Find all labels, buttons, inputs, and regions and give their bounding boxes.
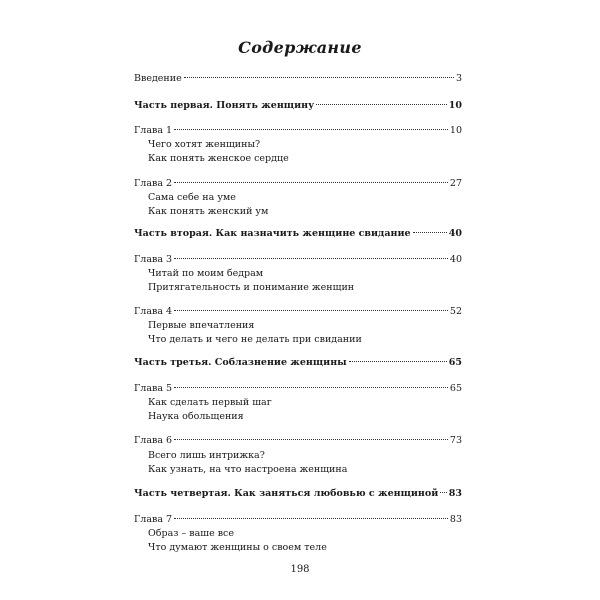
dot-leader [174, 518, 448, 519]
dot-leader [440, 492, 447, 493]
toc-part-page: 83 [448, 488, 462, 499]
toc-chapter-6[interactable] [134, 433, 462, 449]
toc-chapter-label: Глава 5 [134, 383, 173, 394]
dot-leader [349, 361, 447, 362]
toc-subsection[interactable]: Что думают женщины о своем теле [148, 542, 327, 553]
dot-leader [174, 258, 448, 259]
toc-subsection[interactable]: Как узнать, на что настроена женщина [148, 464, 348, 475]
toc-chapter-5[interactable] [134, 381, 462, 397]
toc-subsection[interactable]: Как понять женский ум [148, 206, 269, 217]
toc-chapter-4[interactable] [134, 304, 462, 320]
dot-leader [174, 182, 448, 183]
dot-leader [174, 387, 448, 388]
toc-chapter-label: Глава 3 [134, 254, 173, 265]
toc-chapter-page: 27 [449, 178, 462, 189]
toc-part-3[interactable] [134, 355, 462, 371]
toc-subsection[interactable]: Притягательность и понимание женщин [148, 282, 355, 293]
toc-chapter-2[interactable] [134, 176, 462, 192]
toc-chapter-page: 10 [449, 125, 462, 136]
dot-leader [316, 104, 447, 105]
dot-leader [174, 310, 448, 311]
toc-subsection[interactable]: Чего хотят женщины? [148, 139, 261, 150]
toc-part-4[interactable] [134, 486, 462, 502]
page-title: Содержание [238, 38, 362, 57]
toc-part-label: Часть третья. Соблазнение женщины [134, 357, 347, 368]
toc-chapter-page: 83 [449, 514, 462, 525]
toc-chapter-label: Глава 6 [134, 435, 173, 446]
toc-chapter-page: 52 [449, 306, 462, 317]
toc-chapter-label: Глава 1 [134, 125, 173, 136]
toc-subsection[interactable]: Как сделать первый шаг [148, 397, 272, 408]
toc-chapter-page: 40 [449, 254, 462, 265]
toc-chapter-7[interactable] [134, 512, 462, 528]
toc-subsection[interactable]: Как понять женское сердце [148, 153, 289, 164]
toc-subsection[interactable]: Сама себе на уме [148, 192, 236, 203]
toc-part-page: 10 [448, 100, 462, 111]
dot-leader [184, 77, 454, 78]
toc-part-page: 40 [448, 228, 462, 239]
toc-subsection[interactable]: Образ – ваше все [148, 528, 235, 539]
toc-part-label: Часть четвертая. Как заняться любовью с женщиной [134, 488, 439, 499]
dot-leader [413, 232, 447, 233]
toc-subsection[interactable]: Что делать и чего не делать при свидании [148, 334, 362, 345]
toc-chapter-page: 73 [449, 435, 462, 446]
toc-chapter-1[interactable] [134, 123, 462, 139]
toc-entry-label: Введение [134, 73, 182, 84]
page-number: 198 [290, 564, 310, 575]
toc-part-label: Часть первая. Понять женщину [134, 100, 315, 111]
toc-chapter-page: 65 [449, 383, 462, 394]
toc-chapter-label: Глава 4 [134, 306, 173, 317]
toc-part-label: Часть вторая. Как назначить женщине свидание [134, 228, 411, 239]
toc-subsection[interactable]: Всего лишь интрижка? [148, 450, 265, 461]
toc-part-2[interactable] [134, 226, 462, 242]
toc-subsection[interactable]: Читай по моим бедрам [148, 268, 264, 279]
toc-chapter-label: Глава 7 [134, 514, 173, 525]
dot-leader [174, 439, 448, 440]
toc-part-1[interactable] [134, 98, 462, 114]
dot-leader [174, 129, 448, 130]
toc-subsection[interactable]: Наука обольщения [148, 411, 244, 422]
toc-entry-intro[interactable] [134, 71, 462, 87]
toc-chapter-label: Глава 2 [134, 178, 173, 189]
toc-part-page: 65 [448, 357, 462, 368]
toc-entry-page: 3 [455, 73, 462, 84]
toc-subsection[interactable]: Первые впечатления [148, 320, 255, 331]
toc-chapter-3[interactable] [134, 252, 462, 268]
